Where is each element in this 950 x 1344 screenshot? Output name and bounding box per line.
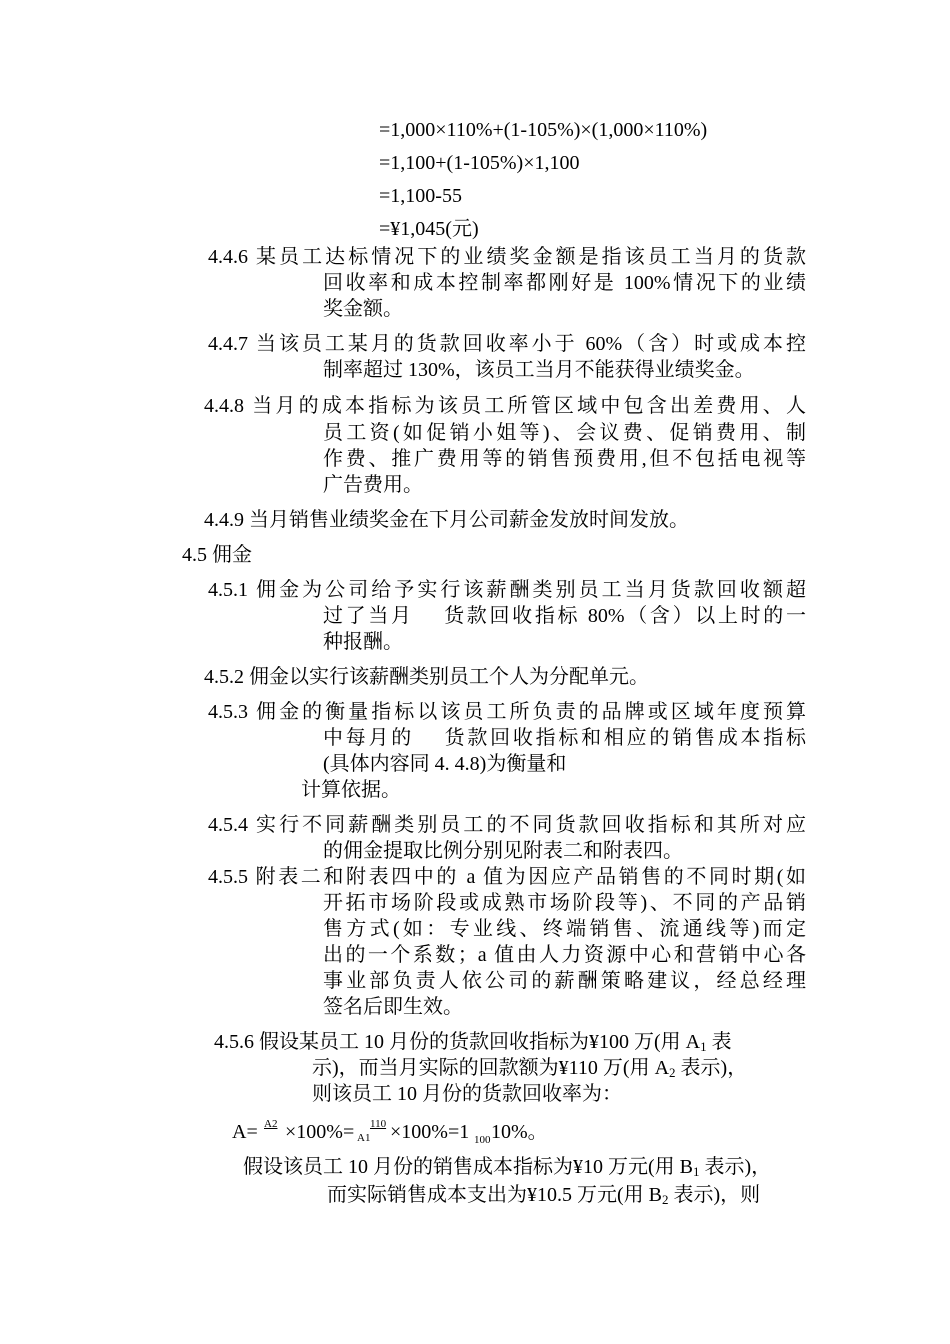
section-heading-4-5: 4.5 佣金: [182, 544, 252, 566]
subscript: 1: [693, 1164, 700, 1179]
clause-4-4-6-line-3: 奖金额。: [323, 298, 403, 320]
clause-4-4-6-line-2: 回收率和成本控制率都刚好是 100%情况下的业绩: [323, 272, 806, 294]
clause-4-5-6-line-1-tail: 表: [706, 1031, 732, 1053]
formula-middle: ×100%=: [285, 1121, 355, 1143]
clause-4-5-5-line-3: 售方式(如：专业线、终端销售、流通线等)而定: [323, 918, 806, 940]
formula-lead: A=: [232, 1121, 258, 1143]
clause-4-5-5-line-2: 开拓市场阶段或成熟市场阶段等)、不同的产品销: [323, 892, 806, 914]
cost-paragraph-line-1: [243, 1154, 771, 1185]
subscript: 1: [700, 1039, 707, 1054]
clause-4-4-9: 4.4.9 当月销售业绩奖金在下月公司薪金发放时间发放。: [204, 509, 689, 531]
cost-paragraph-line-1-text: 假设该员工 10 月份的销售成本指标为¥10 万元(用 B: [243, 1156, 693, 1178]
clause-4-4-6-line-1: 4.4.6 某员工达标情况下的业绩奖金额是指该员工当月的货款: [208, 246, 806, 268]
clause-4-5-1-line-3: 种报酬。: [323, 631, 403, 653]
clause-4-5-3-line-3: (具体内容同 4. 4.8)为衡量和: [323, 753, 567, 775]
clause-4-5-6-line-3: 则该员工 10 月份的货款回收率为：: [312, 1083, 622, 1105]
formula-denominator-2: 100: [474, 1134, 491, 1146]
formula-tail-2: 10%。: [491, 1121, 548, 1143]
clause-4-4-7-line-1: 4.4.7 当该员工某月的货款回收率小于 60%（含）时或成本控: [208, 333, 806, 355]
clause-4-5-5-line-1: 4.5.5 附表二和附表四中的 a 值为因应产品销售的不同时期(如: [208, 866, 806, 888]
cost-paragraph-line-2-tail: 表示)，则: [668, 1184, 761, 1206]
formula-denominator-1: A1: [357, 1132, 371, 1144]
clause-4-5-2: 4.5.2 佣金以实行该薪酬类别员工个人为分配单元。: [204, 666, 649, 688]
formula-tail-1: ×100%=1: [390, 1121, 470, 1143]
clause-4-5-1-line-2: 过了当月 货款回收指标 80%（含）以上时的一: [323, 605, 806, 627]
cost-paragraph-line-2: [327, 1182, 760, 1213]
cost-paragraph-line-1-tail: 表示)，: [699, 1156, 772, 1178]
clause-4-5-5-line-6: 签名后即生效。: [323, 996, 463, 1018]
formula-numerator-2: 110: [370, 1118, 387, 1130]
clause-4-4-8-line-4: 广告费用。: [323, 474, 423, 496]
clause-4-5-5-line-4: 出的一个系数；a 值由人力资源中心和营销中心各: [323, 944, 806, 966]
subscript: 2: [669, 1065, 676, 1080]
clause-4-5-1-line-1: 4.5.1 佣金为公司给予实行该薪酬类别员工当月货款回收额超: [208, 579, 806, 601]
clause-4-4-7-line-2: 制率超过 130%，该员工当月不能获得业绩奖金。: [323, 359, 755, 381]
calc-line-2: =1,100+(1-105%)×1,100: [379, 152, 580, 174]
subscript: 2: [662, 1192, 669, 1207]
clause-4-5-3-line-2: 中每月的 货款回收指标和相应的销售成本指标: [323, 727, 806, 749]
clause-4-5-3-line-1: 4.5.3 佣金的衡量指标以该员工所负责的品牌或区域年度预算: [208, 701, 806, 723]
clause-4-5-3-line-4: 计算依据。: [301, 779, 401, 801]
clause-4-4-8-line-1: 4.4.8 当月的成本指标为该员工所管区域中包含出差费用、人: [204, 395, 806, 417]
clause-4-5-6-line-2-text: 示)，而当月实际的回款额为¥110 万(用 A: [312, 1057, 670, 1079]
clause-4-5-4-line-1: 4.5.4 实行不同薪酬类别员工的不同货款回收指标和其所对应: [208, 814, 806, 836]
cost-paragraph-line-2-text: 而实际销售成本支出为¥10.5 万元(用 B: [327, 1184, 662, 1206]
clause-4-5-6-line-1-text: 4.5.6 假设某员工 10 月份的货款回收指标为¥100 万(用 A: [214, 1031, 701, 1053]
calc-line-1: =1,000×110%+(1-105%)×(1,000×110%): [379, 119, 708, 141]
calc-line-3: =1,100-55: [379, 185, 462, 207]
clause-4-4-8-line-3: 作费、推广费用等的销售预费用,但不包括电视等: [323, 448, 806, 470]
clause-4-4-8-line-2: 员工资(如促销小姐等)、会议费、促销费用、制: [323, 422, 806, 444]
clause-4-5-6-line-2-tail: 表示)，: [675, 1057, 748, 1079]
clause-4-5-5-line-5: 事业部负责人依公司的薪酬策略建议，经总经理: [323, 970, 806, 992]
calc-line-4: =¥1,045(元): [379, 218, 479, 240]
clause-4-5-4-line-2: 的佣金提取比例分别见附表二和附表四。: [323, 840, 683, 862]
formula-numerator-1: A2: [264, 1118, 278, 1130]
